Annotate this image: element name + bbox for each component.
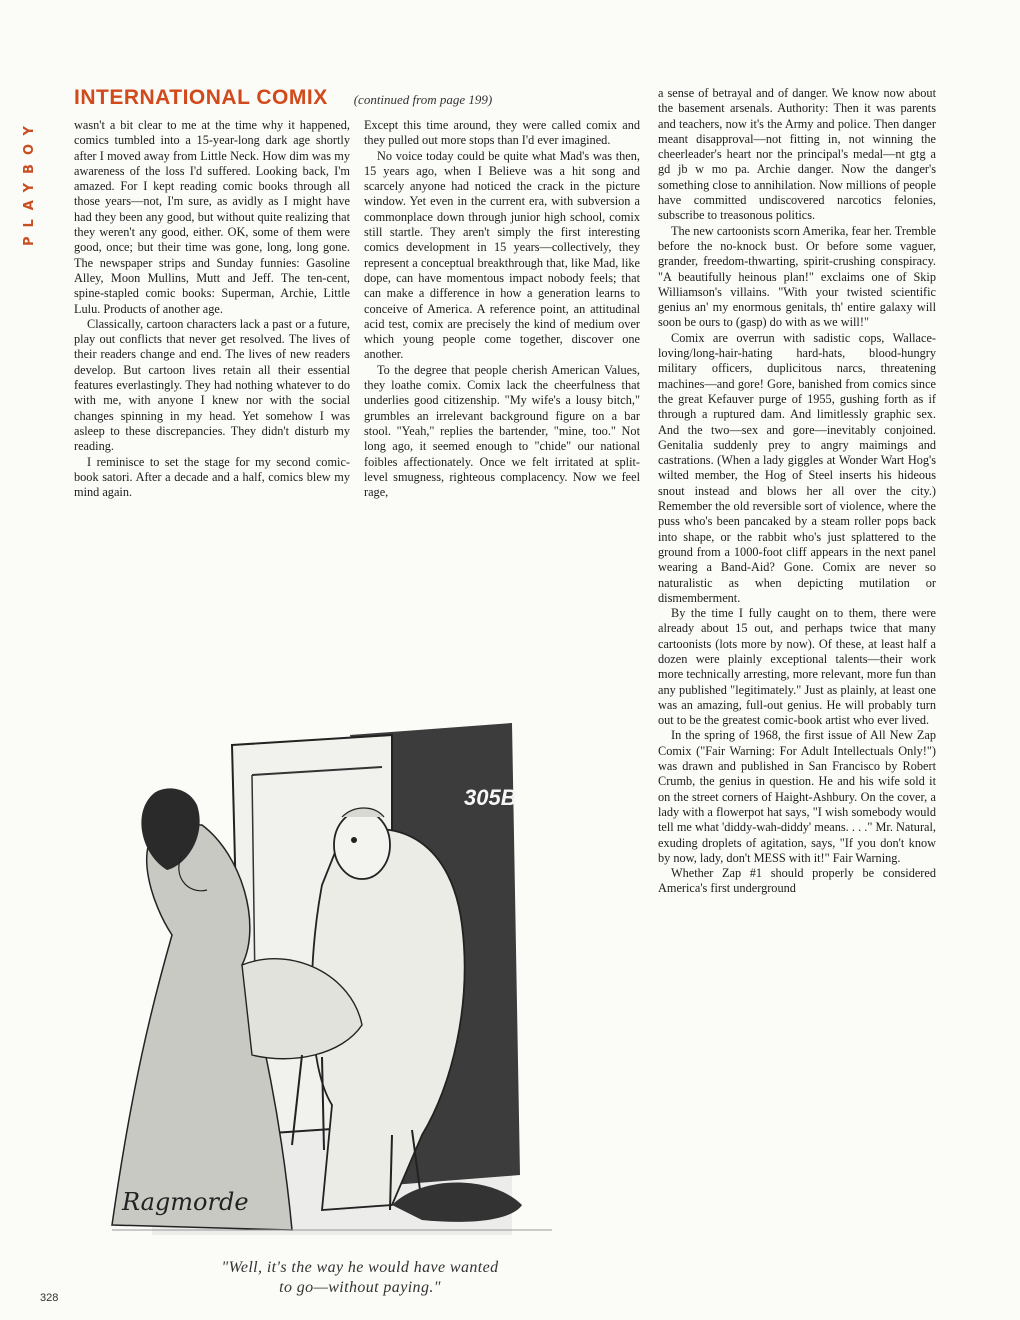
paragraph: In the spring of 1968, the first issue of All New Zap Comix ("Fair Warning: For Adult Intellectuals Only!") was drawn and published in San Francisco by Robert Crumb, the genius in question. He and his wife sold it on the street corners of Haight-Ashbury. On the cover, a lady with a flowerpot hat says, "I wish somebody would tell me what 'diddy-wah-diddy' means. . . ." Mr. Natural, exuding droplets of agitation, says, "If you don't know by now, lady, don't MESS with it!" Fair Warning.: [658, 728, 936, 865]
paragraph: I reminisce to set the stage for my second comic-book satori. After a decade and a half, comics blew my mind again.: [74, 454, 350, 500]
paragraph: By the time I fully caught on to them, there were already about 15 out, and perhaps twice that many cartoonists (lots more by now). Of these, at least half a dozen were plainly exceptional talents—their work more technically arresting, more relevant, more fun than any published "legitimately." Just as plainly, at least one was an amazing, full-out genius. He will probably turn out to be the greatest comic-book artist who ever lived.: [658, 606, 936, 728]
paragraph: Whether Zap #1 should properly be considered America's first underground: [658, 866, 936, 896]
paragraph: No voice today could be quite what Mad's was then, 15 years ago, when I Believe was a hit song and scarcely anyone had noticed the crack in the picture window. Yet even in the current era, with subversion a commonplace down through junior high school, comix still startle. They aren't simply the first interesting comics development in 15 years—collectively, they represent a conceptual breakthrough that, like Mad, like dope, can have momentous impact nobody feels; that can make a difference in how a generation learns to conceive of America. A reference point, an attitudinal acid test, comix are precisely the kind of medium over which young people come together, discover one another.: [364, 148, 640, 362]
paragraph: The new cartoonists scorn Amerika, fear her. Tremble before the no-knock bust. Or before some vaguer, grander, freedom-thwarting, spirit-crushing conspiracy. "A beautifully heinous plan!" exclaims one of Skip Williamson's villains. "With your twisted scientific genius an' my enormous genitals, th' entire galaxy will soon be ours to (gasp) do with as we will!": [658, 223, 936, 330]
page-number: 328: [40, 1292, 59, 1304]
door-number: 305B: [464, 785, 517, 810]
article-heading: [74, 86, 654, 110]
text-column-3: [658, 86, 936, 897]
cartoonist-signature: Ragmorde: [122, 1188, 249, 1216]
paragraph: wasn't a bit clear to me at the time why it happened, comics tumbled into a 15-year-long dark age shortly after I moved away from Little Neck. How dim was my awareness of the loss I'd suffered. Looking back, I'm amazed. For I kept reading comic books through all those years—not, I'm sure, as avidly as I might have had they been any good, but without quite realizing that they weren't any good, either. OK, some of them were good, once; but their time was gone, long, long gone. The newspaper strips and Sunday funnies: Gasoline Alley, Moon Mullins, Mutt and Jeff. The ten-cent, spine-stapled comic books: Superman, Archie, Little Lulu. Products of another age.: [74, 118, 350, 316]
paragraph: Classically, cartoon characters lack a past or a future, play out conflicts that never get resolved. The lives of their readers change and end. The lives of new readers develop. But cartoon lives retain all their essential features everlastingly. They had nothing whatever to do with me, with anyone I knew nor with the social changes spinning in my head. Yet somehow I was asleep to these discrepancies. They didn't disturb my reading.: [74, 316, 350, 454]
caption-line: "Well, it's the way he would have wanted: [221, 1259, 499, 1276]
cartoon-illustration: [92, 705, 564, 1250]
paragraph: Comix are overrun with sadistic cops, Wallace-loving/long-hair-hating hard-hats, blood-hungry military officers, duplicitous narcs, threatening machines—and gore! Gore, banished from comics since the great Kefauver purge of 1955, gushing forth as if through a ruptured dam. And limitlessly graphic sex. And the two—sex and gore—inevitably conjoined. Genitalia suddenly prey to angry maimings and castrations. (When a lady giggles at Wonder Wart Hog's wilted member, the Hog of Steel inserts his hideous snout instead and blows her all over the city.) Remember the old reversible sort of violence, where the puss who's been pancaked by a steam roller pops back into shape, or the rabbit who's just splattered to the ground from a 1000-foot cliff appears in the next panel wearing a Band-Aid? Gone. Comix are never so naturalistic as when depicting mutilation or dismemberment.: [658, 330, 936, 605]
text-column-1: [74, 118, 350, 500]
paragraph: Except this time around, they were called comix and they pulled out more stops than I'd ever imagined.: [364, 118, 640, 148]
article-title: INTERNATIONAL COMIX: [74, 86, 328, 109]
paragraph: a sense of betrayal and of danger. We know now about the basement arsenals. Authority: Then it was parents and teachers, now it's the Army and police. Then danger meant disapproval—not fitting in, not winning the cheerleader's heart nor the principal's medal—nt gtg a gd jb w mo pa. Archie danger. Now the danger's something close to annihilation. Now millions of people have committed undiscovered narcotics felonies, subscribe to treasonous politics.: [658, 86, 936, 223]
caption-line: to go—without paying.": [279, 1279, 441, 1296]
cartoon-caption: [130, 1258, 590, 1298]
paragraph: To the degree that people cherish American Values, they loathe comix. Comix lack the cheerfulness that underlies good citizenship. "My wife's a lousy bitch," grumbles an irrelevant background figure on a bar stool. "Yeah," replies the bartender, "mine, too." Not long ago, it seemed enough to "chide" our national foibles affectionately. Once we felt irritated at split-level smugness, righteous complacency. Now we feel rage,: [364, 362, 640, 500]
continued-note: (continued from page 199): [353, 92, 493, 107]
text-column-2: [364, 118, 640, 500]
magazine-masthead: PLAYBOY: [22, 117, 37, 246]
